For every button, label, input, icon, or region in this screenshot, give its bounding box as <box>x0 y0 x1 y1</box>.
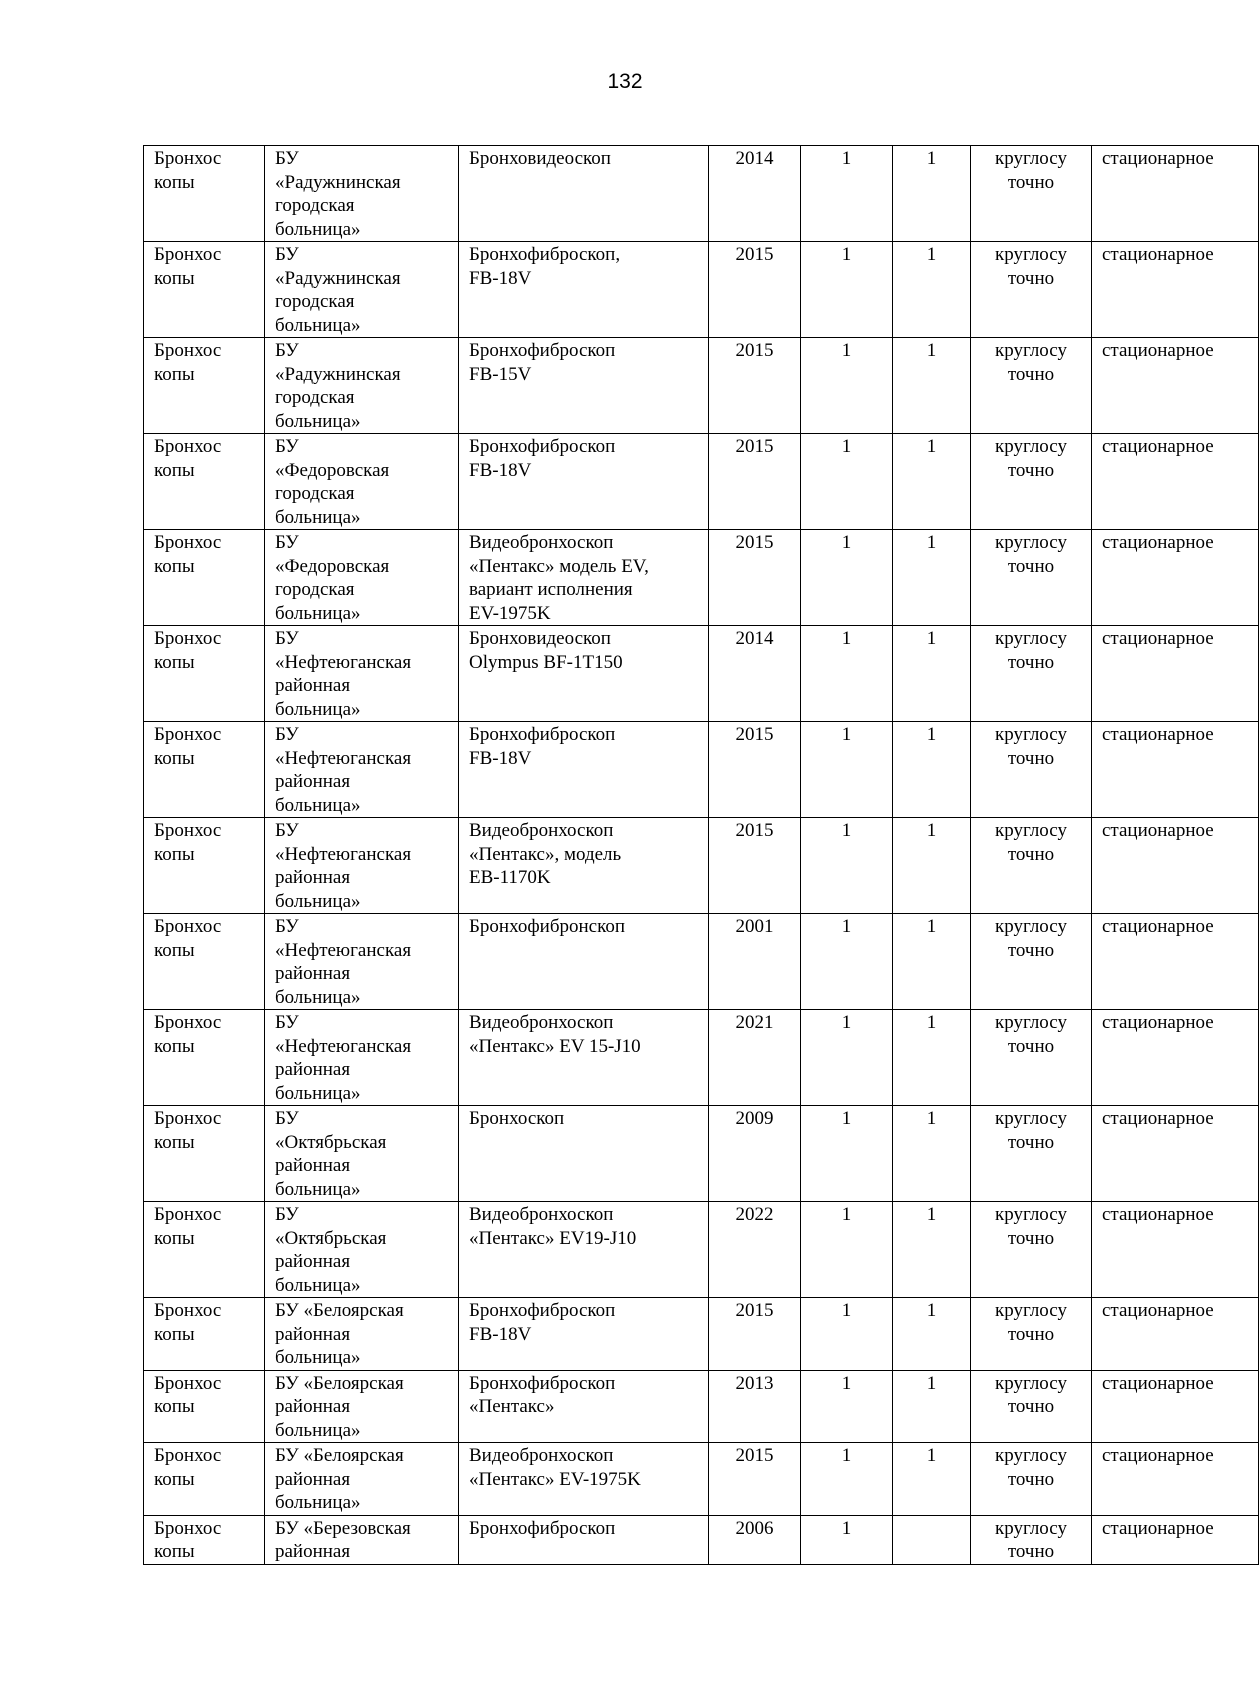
equipment-type-cell <box>144 1515 265 1564</box>
equipment-kind-cell <box>1092 1515 1259 1564</box>
equipment-kind-text: стационарное <box>1102 820 1214 841</box>
year-text: 2015 <box>735 532 774 553</box>
year-text: 2015 <box>735 436 774 457</box>
quantity-cell <box>801 818 893 914</box>
equipment-kind-text: стационарное <box>1102 1012 1214 1033</box>
working-quantity-text: 1 <box>926 340 937 361</box>
working-quantity-text: 1 <box>926 916 937 937</box>
year-cell <box>709 434 801 530</box>
operating-mode-cell <box>971 1298 1092 1371</box>
working-quantity-cell <box>893 1010 971 1106</box>
equipment-kind-cell <box>1092 1202 1259 1298</box>
device-name-cell <box>459 1515 709 1564</box>
equipment-kind-text: стационарное <box>1102 1300 1214 1321</box>
device-name-text: Бронхофиброскоп FB-18V <box>469 724 616 769</box>
device-name-text: Бронхофиброскоп FB-15V <box>469 340 616 385</box>
working-quantity-cell <box>893 434 971 530</box>
organization-cell <box>265 1298 459 1371</box>
year-cell <box>709 722 801 818</box>
operating-mode-text: круглосу точно <box>995 724 1067 769</box>
working-quantity-cell <box>893 722 971 818</box>
working-quantity-cell <box>893 1443 971 1516</box>
working-quantity-cell <box>893 338 971 434</box>
organization-text: БУ «Радужнинская городская больница» <box>275 148 401 240</box>
operating-mode-text: круглосу точно <box>995 1300 1067 1345</box>
equipment-type-cell <box>144 338 265 434</box>
quantity-cell <box>801 1443 893 1516</box>
device-name-text: Бронхофиброскоп <box>469 1517 616 1539</box>
working-quantity-text: 1 <box>926 820 937 841</box>
quantity-text: 1 <box>841 148 852 169</box>
equipment-type-text: Бронхос копы <box>154 1012 222 1057</box>
year-text: 2006 <box>735 1517 774 1539</box>
equipment-kind-cell <box>1092 1106 1259 1202</box>
operating-mode-cell <box>971 146 1092 242</box>
quantity-cell <box>801 1106 893 1202</box>
organization-text: БУ «Белоярская районная больница» <box>275 1372 404 1441</box>
quantity-cell <box>801 1515 893 1564</box>
equipment-type-text: Бронхос копы <box>154 1517 222 1562</box>
organization-text: БУ «Федоровская городская больница» <box>275 436 390 528</box>
table-row <box>144 1106 1259 1202</box>
device-name-text: Видеобронхоскоп «Пентакс» EV-1975K <box>469 1445 641 1490</box>
equipment-kind-cell <box>1092 1298 1259 1371</box>
device-name-text: Бронхофиброскоп «Пентакс» <box>469 1372 616 1417</box>
organization-cell <box>265 434 459 530</box>
operating-mode-text: круглосу точно <box>995 820 1067 865</box>
equipment-type-cell <box>144 146 265 242</box>
organization-text: БУ «Радужнинская городская больница» <box>275 340 401 432</box>
quantity-text: 1 <box>841 1372 852 1394</box>
equipment-kind-text: стационарное <box>1102 1372 1214 1394</box>
operating-mode-text: круглосу точно <box>995 148 1067 193</box>
operating-mode-cell <box>971 818 1092 914</box>
year-cell <box>709 626 801 722</box>
equipment-kind-text: стационарное <box>1102 436 1214 457</box>
equipment-type-text: Бронхос копы <box>154 1108 222 1153</box>
year-text: 2015 <box>735 244 774 265</box>
equipment-kind-cell <box>1092 1370 1259 1443</box>
working-quantity-cell <box>893 818 971 914</box>
operating-mode-cell <box>971 1443 1092 1516</box>
quantity-text: 1 <box>841 628 852 649</box>
quantity-cell <box>801 338 893 434</box>
working-quantity-text: 1 <box>926 532 937 553</box>
device-name-text: Бронхофиброскоп FB-18V <box>469 436 616 481</box>
device-name-cell <box>459 434 709 530</box>
organization-cell <box>265 338 459 434</box>
operating-mode-cell <box>971 722 1092 818</box>
working-quantity-cell <box>893 1370 971 1443</box>
device-name-cell <box>459 1010 709 1106</box>
device-name-cell <box>459 1202 709 1298</box>
table-row <box>144 818 1259 914</box>
equipment-table <box>143 145 1259 1565</box>
device-name-text: Видеобронхоскоп «Пентакс» EV 15-J10 <box>469 1012 641 1057</box>
organization-text: БУ «Нефтеюганская районная больница» <box>275 820 412 912</box>
quantity-text: 1 <box>841 244 852 265</box>
operating-mode-text: круглосу точно <box>995 532 1067 577</box>
quantity-cell <box>801 242 893 338</box>
device-name-cell <box>459 146 709 242</box>
year-cell <box>709 1010 801 1106</box>
year-text: 2001 <box>735 916 774 937</box>
operating-mode-cell <box>971 626 1092 722</box>
equipment-type-text: Бронхос копы <box>154 916 222 961</box>
organization-cell <box>265 1515 459 1564</box>
year-text: 2015 <box>735 820 774 841</box>
quantity-text: 1 <box>841 532 852 553</box>
quantity-cell <box>801 1010 893 1106</box>
year-cell <box>709 1370 801 1443</box>
organization-text: БУ «Нефтеюганская районная больница» <box>275 628 412 720</box>
quantity-cell <box>801 1298 893 1371</box>
device-name-cell <box>459 242 709 338</box>
working-quantity-text: 1 <box>926 1204 937 1225</box>
equipment-table-body <box>144 146 1259 1565</box>
equipment-type-text: Бронхос копы <box>154 1445 222 1490</box>
operating-mode-cell <box>971 1010 1092 1106</box>
table-row <box>144 1515 1259 1564</box>
year-cell <box>709 338 801 434</box>
organization-cell <box>265 1010 459 1106</box>
working-quantity-text: 1 <box>926 244 937 265</box>
table-row <box>144 434 1259 530</box>
year-text: 2013 <box>735 1372 774 1394</box>
equipment-kind-text: стационарное <box>1102 916 1214 937</box>
device-name-text: Бронхоскоп <box>469 1108 565 1129</box>
quantity-cell <box>801 1202 893 1298</box>
organization-text: БУ «Нефтеюганская районная больница» <box>275 1012 412 1104</box>
organization-text: БУ «Октябрьская районная больница» <box>275 1204 387 1296</box>
year-cell <box>709 530 801 626</box>
year-text: 2015 <box>735 724 774 745</box>
year-cell <box>709 146 801 242</box>
quantity-cell <box>801 530 893 626</box>
organization-text: БУ «Нефтеюганская районная больница» <box>275 916 412 1008</box>
equipment-kind-text: стационарное <box>1102 148 1214 169</box>
device-name-text: Видеобронхоскоп «Пентакс» модель EV, вариант исполнения EV-1975K <box>469 532 649 624</box>
equipment-type-cell <box>144 1106 265 1202</box>
working-quantity-text: 1 <box>926 1445 937 1466</box>
organization-cell <box>265 626 459 722</box>
equipment-type-text: Бронхос копы <box>154 244 222 289</box>
equipment-kind-text: стационарное <box>1102 340 1214 361</box>
equipment-kind-text: стационарное <box>1102 244 1214 265</box>
device-name-text: Видеобронхоскоп «Пентакс» EV19-J10 <box>469 1204 637 1249</box>
table-row <box>144 242 1259 338</box>
organization-text: БУ «Березовская районная <box>275 1517 411 1562</box>
organization-text: БУ «Белоярская районная больница» <box>275 1300 404 1368</box>
table-row <box>144 338 1259 434</box>
equipment-kind-cell <box>1092 146 1259 242</box>
equipment-type-cell <box>144 1298 265 1371</box>
operating-mode-cell <box>971 1370 1092 1443</box>
equipment-type-text: Бронхос копы <box>154 628 222 673</box>
table-row <box>144 914 1259 1010</box>
working-quantity-cell <box>893 1106 971 1202</box>
working-quantity-text: 1 <box>926 436 937 457</box>
equipment-kind-cell <box>1092 818 1259 914</box>
equipment-type-cell <box>144 914 265 1010</box>
quantity-text: 1 <box>841 340 852 361</box>
equipment-kind-cell <box>1092 338 1259 434</box>
operating-mode-text: круглосу точно <box>995 1012 1067 1057</box>
equipment-kind-text: стационарное <box>1102 628 1214 649</box>
equipment-kind-text: стационарное <box>1102 1517 1214 1539</box>
organization-cell <box>265 1370 459 1443</box>
working-quantity-cell <box>893 626 971 722</box>
organization-cell <box>265 1443 459 1516</box>
equipment-type-cell <box>144 818 265 914</box>
working-quantity-cell <box>893 242 971 338</box>
equipment-type-cell <box>144 626 265 722</box>
equipment-kind-cell <box>1092 530 1259 626</box>
device-name-text: Бронхофибронскоп <box>469 916 626 937</box>
operating-mode-cell <box>971 338 1092 434</box>
working-quantity-text: 1 <box>926 1300 937 1321</box>
equipment-kind-text: стационарное <box>1102 1108 1214 1129</box>
device-name-cell <box>459 914 709 1010</box>
operating-mode-cell <box>971 1515 1092 1564</box>
device-name-cell <box>459 1298 709 1371</box>
equipment-type-cell <box>144 722 265 818</box>
equipment-kind-cell <box>1092 914 1259 1010</box>
operating-mode-text: круглосу точно <box>995 1445 1067 1490</box>
quantity-cell <box>801 722 893 818</box>
quantity-text: 1 <box>841 436 852 457</box>
equipment-type-text: Бронхос копы <box>154 436 222 481</box>
device-name-text: Бронхофиброскоп, FB-18V <box>469 244 621 289</box>
device-name-cell <box>459 818 709 914</box>
equipment-kind-cell <box>1092 626 1259 722</box>
quantity-text: 1 <box>841 1012 852 1033</box>
organization-cell <box>265 722 459 818</box>
quantity-text: 1 <box>841 1204 852 1225</box>
device-name-text: Бронховидеоскоп <box>469 148 611 169</box>
working-quantity-text: 1 <box>926 1108 937 1129</box>
device-name-text: Видеобронхоскоп «Пентакс», модель EB-1170K <box>469 820 622 888</box>
equipment-type-cell <box>144 1010 265 1106</box>
organization-cell <box>265 1106 459 1202</box>
year-cell <box>709 1106 801 1202</box>
organization-text: БУ «Нефтеюганская районная больница» <box>275 724 412 816</box>
table-row <box>144 626 1259 722</box>
year-text: 2015 <box>735 1445 774 1466</box>
working-quantity-cell <box>893 1515 971 1564</box>
equipment-kind-text: стационарное <box>1102 1445 1214 1466</box>
working-quantity-cell <box>893 1298 971 1371</box>
operating-mode-text: круглосу точно <box>995 1204 1067 1249</box>
equipment-type-cell <box>144 1370 265 1443</box>
equipment-type-cell <box>144 1443 265 1516</box>
table-row <box>144 1370 1259 1443</box>
year-cell <box>709 242 801 338</box>
year-cell <box>709 1298 801 1371</box>
quantity-text: 1 <box>841 916 852 937</box>
equipment-type-text: Бронхос копы <box>154 532 222 577</box>
working-quantity-cell <box>893 914 971 1010</box>
equipment-type-cell <box>144 434 265 530</box>
table-row <box>144 1443 1259 1516</box>
operating-mode-cell <box>971 530 1092 626</box>
device-name-cell <box>459 530 709 626</box>
equipment-type-text: Бронхос копы <box>154 340 222 385</box>
equipment-type-cell <box>144 530 265 626</box>
quantity-text: 1 <box>841 1108 852 1129</box>
working-quantity-text: 1 <box>926 1012 937 1033</box>
table-row <box>144 1298 1259 1371</box>
device-name-cell <box>459 626 709 722</box>
quantity-text: 1 <box>841 1445 852 1466</box>
year-text: 2015 <box>735 340 774 361</box>
device-name-text: Бронховидеоскоп Olympus BF-1T150 <box>469 628 623 673</box>
operating-mode-text: круглосу точно <box>995 340 1067 385</box>
equipment-type-text: Бронхос копы <box>154 724 222 769</box>
equipment-kind-text: стационарное <box>1102 1204 1214 1225</box>
organization-text: БУ «Радужнинская городская больница» <box>275 244 401 336</box>
year-text: 2015 <box>735 1300 774 1321</box>
equipment-type-text: Бронхос копы <box>154 148 222 193</box>
year-text: 2014 <box>735 628 774 649</box>
quantity-cell <box>801 434 893 530</box>
quantity-text: 1 <box>841 1300 852 1321</box>
equipment-type-text: Бронхос копы <box>154 1204 222 1249</box>
organization-text: БУ «Октябрьская районная больница» <box>275 1108 387 1200</box>
year-text: 2021 <box>735 1012 774 1033</box>
equipment-kind-text: стационарное <box>1102 724 1214 745</box>
equipment-kind-cell <box>1092 722 1259 818</box>
equipment-type-cell <box>144 242 265 338</box>
quantity-text: 1 <box>841 820 852 841</box>
working-quantity-text: 1 <box>926 628 937 649</box>
operating-mode-text: круглосу точно <box>995 1108 1067 1153</box>
equipment-kind-cell <box>1092 1443 1259 1516</box>
working-quantity-cell <box>893 1202 971 1298</box>
year-text: 2009 <box>735 1108 774 1129</box>
operating-mode-cell <box>971 242 1092 338</box>
year-cell <box>709 1443 801 1516</box>
year-text: 2022 <box>735 1204 774 1225</box>
operating-mode-text: круглосу точно <box>995 1517 1067 1562</box>
operating-mode-text: круглосу точно <box>995 436 1067 481</box>
equipment-kind-cell <box>1092 1010 1259 1106</box>
working-quantity-cell <box>893 146 971 242</box>
table-row <box>144 722 1259 818</box>
organization-cell <box>265 1202 459 1298</box>
equipment-kind-text: стационарное <box>1102 532 1214 553</box>
table-row <box>144 530 1259 626</box>
device-name-cell <box>459 1106 709 1202</box>
working-quantity-text: 1 <box>926 148 937 169</box>
organization-text: БУ «Белоярская районная больница» <box>275 1445 404 1513</box>
device-name-cell <box>459 1443 709 1516</box>
operating-mode-text: круглосу точно <box>995 1372 1067 1417</box>
operating-mode-cell <box>971 1106 1092 1202</box>
equipment-type-cell <box>144 1202 265 1298</box>
device-name-cell <box>459 338 709 434</box>
equipment-type-text: Бронхос копы <box>154 1300 222 1345</box>
year-cell <box>709 1202 801 1298</box>
working-quantity-text: 1 <box>926 1372 937 1394</box>
quantity-cell <box>801 626 893 722</box>
working-quantity-text: 1 <box>926 724 937 745</box>
year-cell <box>709 1515 801 1564</box>
table-row <box>144 1202 1259 1298</box>
equipment-type-text: Бронхос копы <box>154 820 222 865</box>
table-row <box>144 1010 1259 1106</box>
year-cell <box>709 914 801 1010</box>
device-name-text: Бронхофиброскоп FB-18V <box>469 1300 616 1345</box>
organization-cell <box>265 242 459 338</box>
page-number: 132 <box>607 70 643 93</box>
organization-cell <box>265 818 459 914</box>
operating-mode-text: круглосу точно <box>995 244 1067 289</box>
operating-mode-cell <box>971 434 1092 530</box>
quantity-text: 1 <box>841 1517 852 1539</box>
operating-mode-text: круглосу точно <box>995 916 1067 961</box>
year-cell <box>709 818 801 914</box>
organization-cell <box>265 146 459 242</box>
operating-mode-cell <box>971 1202 1092 1298</box>
organization-cell <box>265 530 459 626</box>
operating-mode-cell <box>971 914 1092 1010</box>
device-name-cell <box>459 1370 709 1443</box>
working-quantity-cell <box>893 530 971 626</box>
equipment-kind-cell <box>1092 242 1259 338</box>
device-name-cell <box>459 722 709 818</box>
quantity-cell <box>801 1370 893 1443</box>
operating-mode-text: круглосу точно <box>995 628 1067 673</box>
quantity-cell <box>801 914 893 1010</box>
organization-text: БУ «Федоровская городская больница» <box>275 532 390 624</box>
year-text: 2014 <box>735 148 774 169</box>
table-row <box>144 146 1259 242</box>
organization-cell <box>265 914 459 1010</box>
quantity-cell <box>801 146 893 242</box>
quantity-text: 1 <box>841 724 852 745</box>
equipment-kind-cell <box>1092 434 1259 530</box>
equipment-type-text: Бронхос копы <box>154 1372 222 1417</box>
